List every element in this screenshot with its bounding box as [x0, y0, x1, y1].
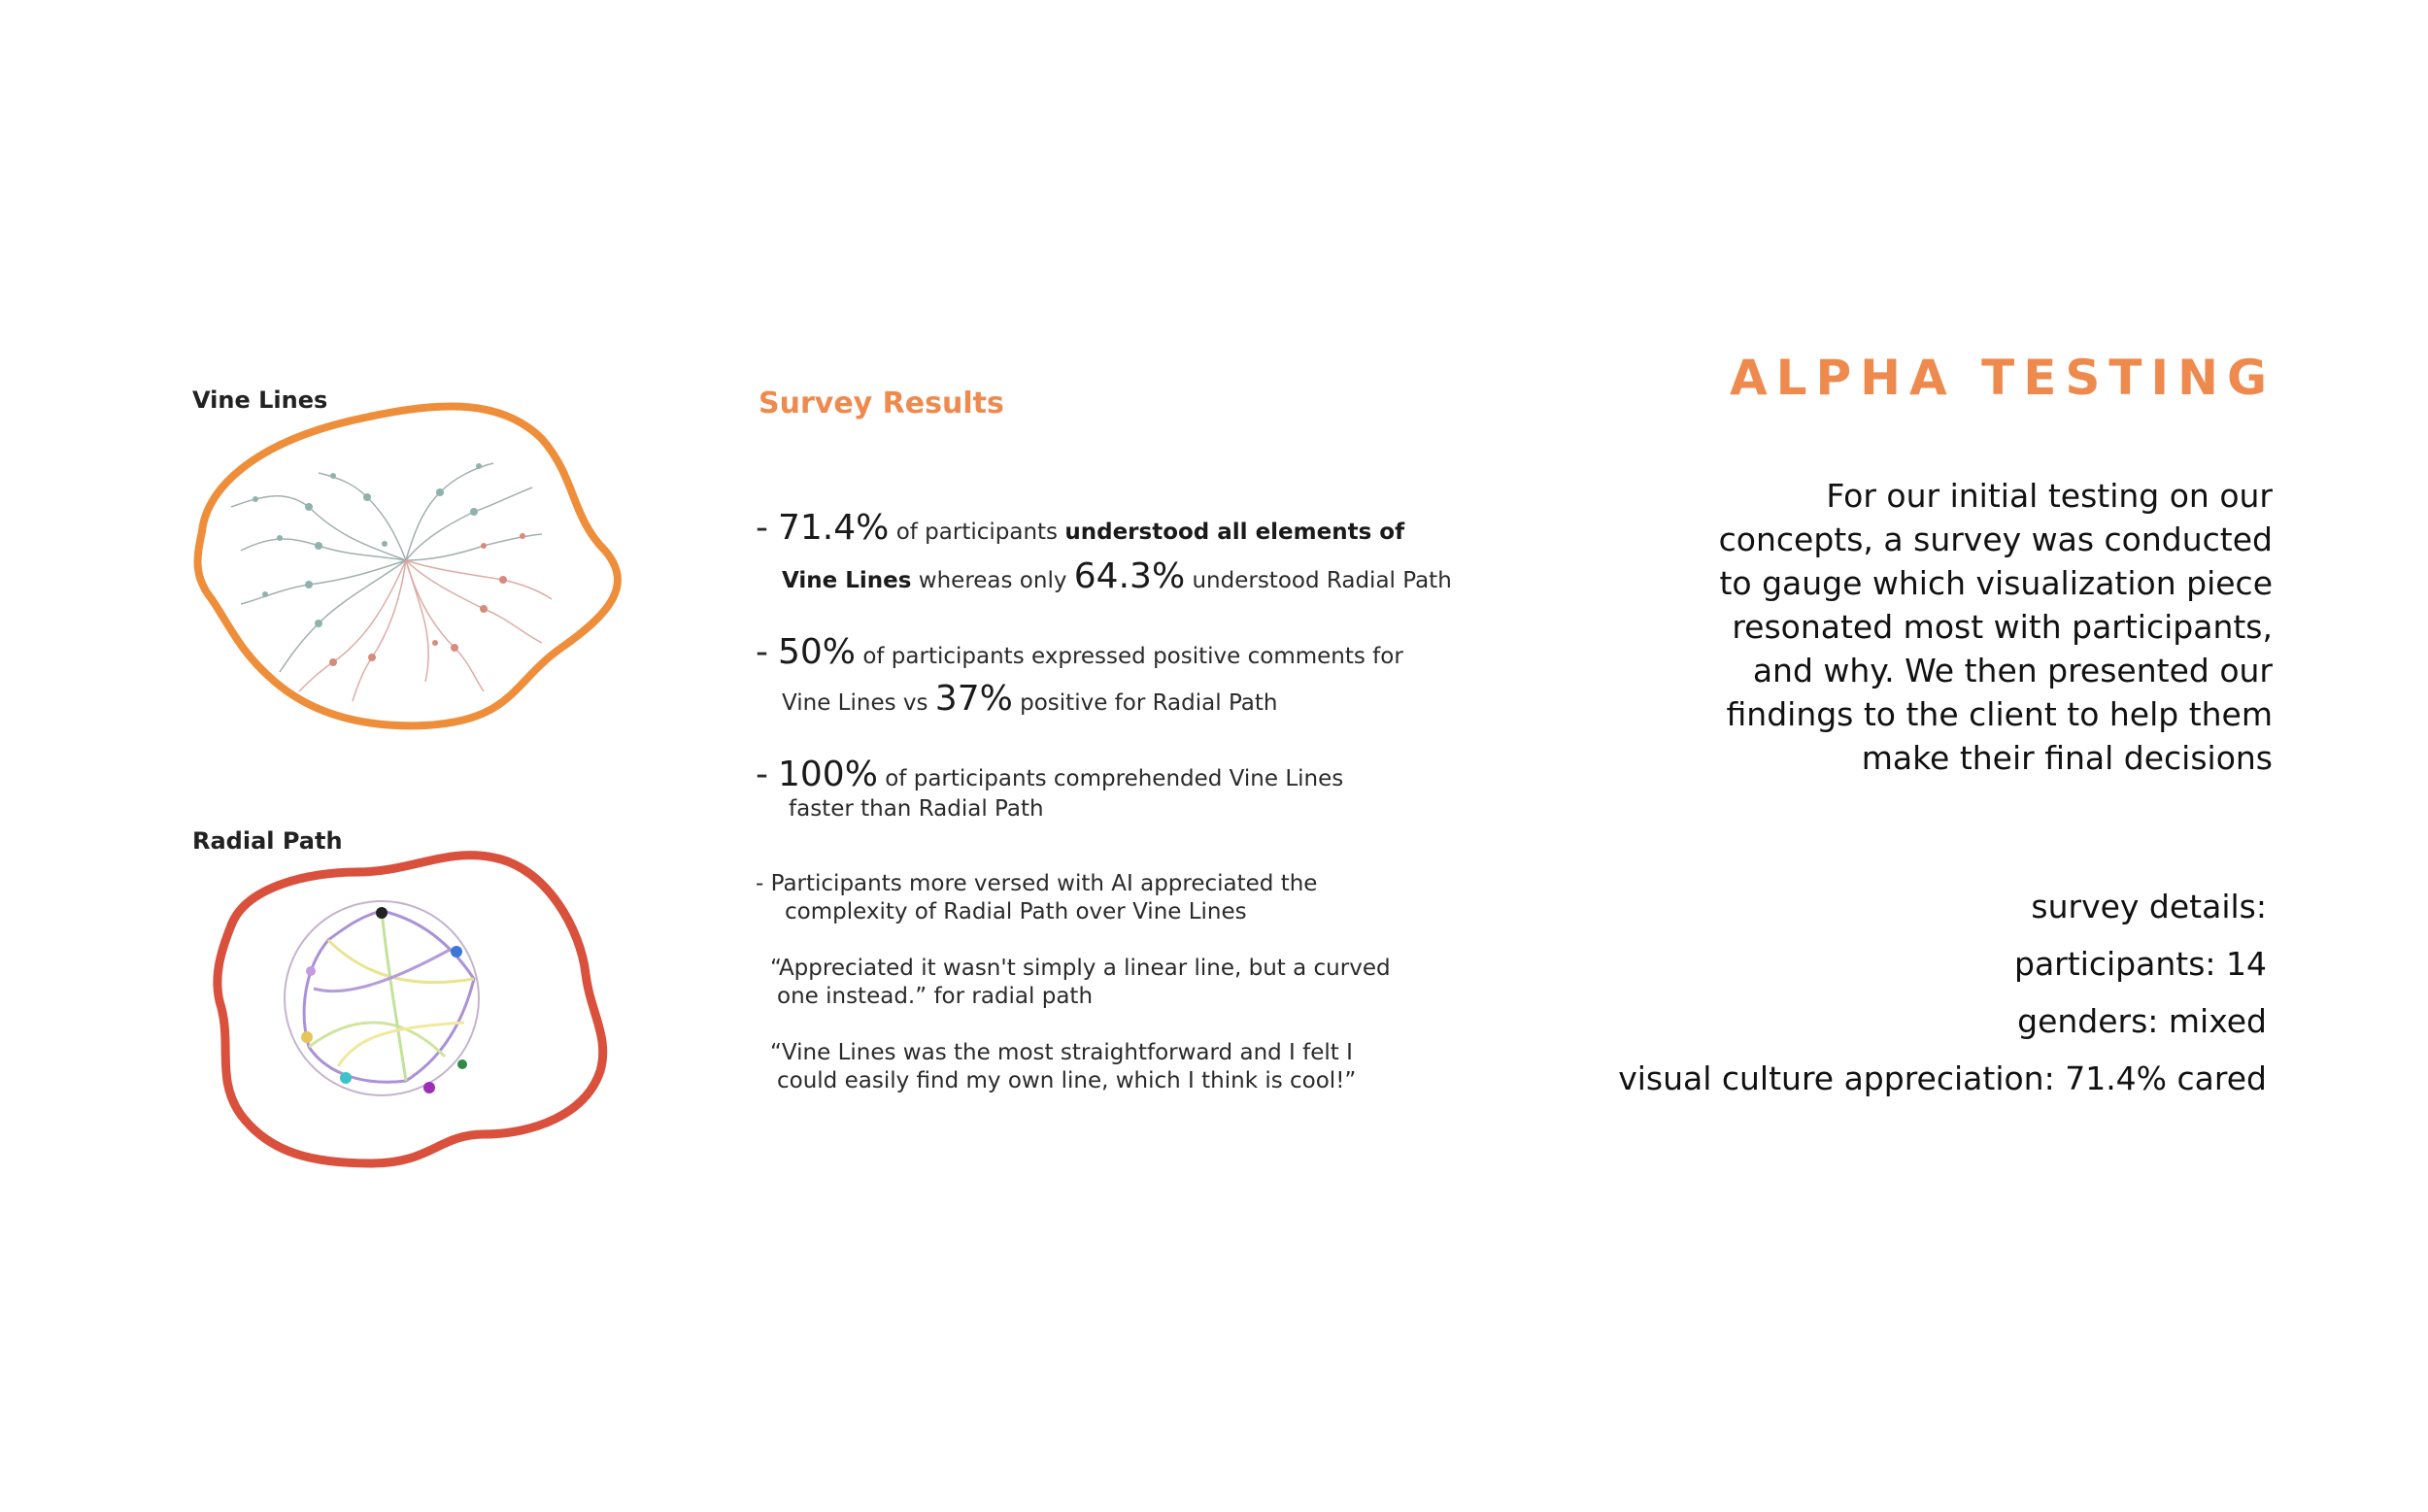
stat-text: understood Radial Path: [1192, 568, 1452, 593]
stat-faster-line2: faster than Radial Path: [789, 796, 1044, 822]
description-line: make their final decisions: [1861, 739, 2273, 777]
quote-vine-line2: could easily find my own line, which I think is cool!”: [777, 1068, 1357, 1093]
stat-positive-line2: [782, 676, 1277, 726]
vine-nodes-warm: [329, 533, 525, 666]
description-line: For our initial testing on our: [1826, 477, 2273, 515]
stat-understood-line2: [782, 554, 1452, 604]
stat-text: Vine Lines vs: [782, 690, 928, 716]
description-line: and why. We then presented our: [1752, 652, 2273, 689]
radial-path-figure: [202, 843, 620, 1173]
stat-text: of participants expressed positive comments for: [862, 644, 1403, 669]
vine-lines-label: Vine Lines: [192, 386, 328, 414]
description-line: concepts, a survey was conducted: [1718, 521, 2273, 558]
radial-ring: [285, 901, 479, 1095]
stat-dash: -: [756, 632, 768, 672]
stat-text: of participants comprehended Vine Lines: [885, 766, 1344, 791]
survey-details-heading: survey details:: [2031, 888, 2267, 925]
description-line: resonated most with participants,: [1732, 608, 2273, 646]
stat-text: of participants: [895, 520, 1059, 545]
stat-ai-line1: - Participants more versed with AI appreciated the: [756, 871, 1318, 896]
radial-paths: [304, 911, 474, 1082]
stat-percent: 100%: [778, 755, 878, 794]
stat-text: whereas only: [918, 568, 1067, 593]
vine-strands: [231, 463, 542, 672]
stat-ai-line2: complexity of Radial Path over Vine Lines: [785, 899, 1247, 924]
stat-percent: 50%: [778, 632, 857, 672]
quote-vine-line1: “Vine Lines was the most straightforward and I felt I: [770, 1040, 1353, 1065]
vine-lines-illustration: [163, 400, 649, 740]
participants-count: participants: 14: [2014, 945, 2267, 983]
stat-dash: -: [756, 755, 768, 794]
stat-understood-line1: [756, 505, 1404, 555]
description-line: to gauge which visualization piece: [1719, 564, 2273, 602]
stat-positive-line1: [756, 629, 1403, 680]
description-line: findings to the client to help them: [1726, 695, 2273, 733]
radial-path-illustration: [202, 843, 620, 1173]
alpha-description: [1719, 474, 2273, 780]
quote-radial-line1: “Appreciated it wasn't simply a linear line, but a curved: [770, 956, 1391, 981]
radial-path-outline: [218, 856, 603, 1163]
quote-radial-line2: one instead.” for radial path: [777, 984, 1094, 1009]
survey-results-title: Survey Results: [759, 386, 1004, 420]
stat-text: positive for Radial Path: [1020, 690, 1278, 716]
stat-percent: 37%: [934, 679, 1013, 719]
vine-lines-figure: [163, 400, 649, 740]
genders-detail: genders: mixed: [2017, 1002, 2267, 1040]
stat-text-bold: Vine Lines: [782, 568, 912, 593]
vine-strands-warm: [299, 560, 552, 701]
stat-percent: 71.4%: [778, 508, 890, 548]
stat-percent: 64.3%: [1073, 556, 1186, 596]
stat-text-bold: understood all elements of: [1064, 520, 1405, 545]
radial-path-label: Radial Path: [192, 827, 343, 855]
stat-dash: -: [756, 508, 768, 548]
visual-culture-detail: visual culture appreciation: 71.4% cared: [1618, 1059, 2267, 1097]
survey-details: [1618, 878, 2267, 1107]
alpha-testing-heading: ALPHA TESTING: [1729, 350, 2276, 406]
